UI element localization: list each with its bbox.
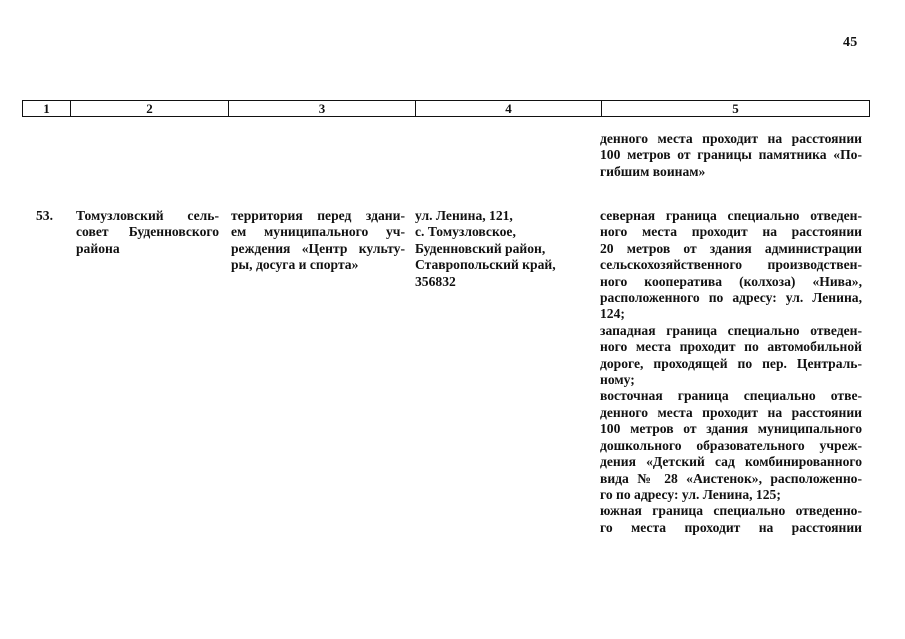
text-line: дения «Детский сад комбинированного xyxy=(600,454,862,470)
column-header-2: 2 xyxy=(71,101,229,117)
page-number: 45 xyxy=(843,35,858,50)
text-line: го по адресу: ул. Ленина, 125; xyxy=(600,486,781,502)
text-line: ры, досуга и спорта» xyxy=(231,257,359,273)
text-line: северная граница специально отведен- xyxy=(600,208,862,223)
text-line: расположенного по адресу: ул. Ленина, xyxy=(600,290,862,306)
text-line: дошкольного образовательного учреж- xyxy=(600,437,862,453)
text-line: ного места проходит на расстоянии xyxy=(600,224,862,240)
column-header-3: 3 xyxy=(229,101,416,117)
column-header-4: 4 xyxy=(416,101,602,117)
text-line: 100 метров от здания муниципального xyxy=(600,421,862,437)
text-line: совет Буденновского xyxy=(76,224,219,240)
text-line: денного места проходит на расстоянии xyxy=(600,131,862,146)
row-number: 53. xyxy=(36,208,53,223)
text-line: Томузловский сель- xyxy=(76,208,219,223)
text-line: района xyxy=(76,240,120,256)
column-header-5: 5 xyxy=(602,101,870,117)
text-line: сельскохозяйственного производствен- xyxy=(600,257,862,273)
text-line: гибшим воинам» xyxy=(600,163,706,179)
row-col5-boundaries xyxy=(600,208,862,536)
text-line: с. Томузловское, xyxy=(415,224,516,240)
row-col3-territory xyxy=(231,208,405,274)
text-line: Буденновский район, xyxy=(415,240,546,256)
text-line: 356832 xyxy=(415,273,456,289)
row-col2-municipality xyxy=(76,208,219,257)
text-line: 20 метров от здания администрации xyxy=(600,240,862,256)
text-line: Ставропольский край, xyxy=(415,257,556,273)
text-line: дороге, проходящей по пер. Централь- xyxy=(600,355,862,371)
text-line: ул. Ленина, 121, xyxy=(415,208,513,223)
text-line: западная граница специально отведен- xyxy=(600,322,862,338)
text-line: ного места проходит по автомобильной xyxy=(600,339,862,355)
column-header-1: 1 xyxy=(23,101,71,117)
text-line: территория перед здани- xyxy=(231,208,405,223)
text-line: ем муниципального уч- xyxy=(231,224,405,240)
text-line: ного кооператива (колхоза) «Нива», xyxy=(600,273,862,289)
row-col4-address xyxy=(415,208,590,290)
text-line: 100 метров от границы памятника «По- xyxy=(600,147,862,163)
table-header xyxy=(22,100,870,117)
text-line: денного места проходит на расстоянии xyxy=(600,404,862,420)
text-line: реждения «Центр культу- xyxy=(231,240,405,256)
text-line: вида № 28 «Аистенок», расположенно- xyxy=(600,470,862,486)
text-line: ному; xyxy=(600,372,635,388)
table-header-row xyxy=(23,101,870,117)
text-line: южная граница специально отведенно- xyxy=(600,503,862,519)
text-line: го места проходит на расстоянии xyxy=(600,519,862,535)
text-line: восточная граница специально отве- xyxy=(600,388,862,404)
previous-row-col5 xyxy=(600,131,862,180)
text-line: 124; xyxy=(600,306,625,322)
